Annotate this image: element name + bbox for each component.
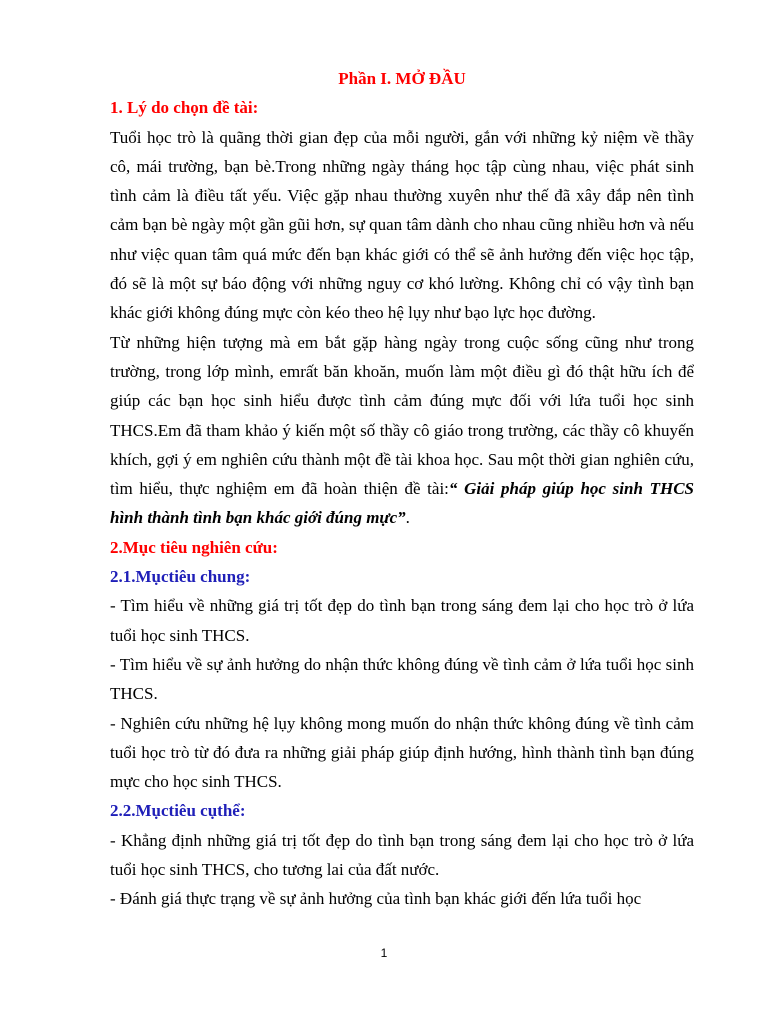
paragraph-2-end: . xyxy=(405,508,410,528)
page-title: Phần I. MỞ ĐẦU xyxy=(338,69,466,88)
subsection-2-2-heading: 2.2.Mụctiêu cụthể: xyxy=(110,801,246,821)
section-2-heading: 2.Mục tiêu nghiên cứu: xyxy=(110,537,278,557)
page-number: 1 xyxy=(380,946,388,960)
list-item: - Khẳng định những giá trị tốt đẹp do tình bạn trong sáng đem lại cho học trò ở lứa tuổi học sinh THCS, cho tương lai của đất nước. xyxy=(110,830,694,880)
topic-title: “ Giải pháp giúp học sinh THCS hình thành tình bạn khác giới đúng mực” xyxy=(110,479,694,528)
list-item: - Đánh giá thực trạng về sự ảnh hưởng của tình bạn khác giới đến lứa tuổi học xyxy=(110,889,642,909)
subsection-2-1-heading: 2.1.Mụctiêu chung: xyxy=(110,567,251,587)
list-item: - Nghiên cứu những hệ lụy không mong muốn do nhận thức không đúng về tình cảm tuổi học trò từ đó đưa ra những giải pháp giúp định hướng, hình thành tình bạn đúng mực cho học sinh THCS. xyxy=(110,713,694,792)
list-item: - Tìm hiểu về những giá trị tốt đẹp do tình bạn trong sáng đem lại cho học trò ở lứa tuổi học sinh THCS. xyxy=(110,596,694,645)
paragraph-2-text: Từ những hiện tượng mà em bắt gặp hàng ngày trong cuộc sống cũng như trong trường, trong lớp mình, emrất băn khoăn, muốn làm một điều gì đó thật hữu ích để giúp các bạn học sinh hiểu được tình cảm đúng mực đối với lứa tuổi học sinh THCS.Em đã tham khảo ý kiến một số thầy cô giáo trong trường, các thầy cô khuyến khích, gợi ý em nghiên cứu thành một đề tài khoa học. Sau một thời gian nghiên cứu, tìm hiểu, thực nghiệm em đã hoàn thiện đề tài: xyxy=(110,332,694,499)
section-1-paragraph-2 xyxy=(110,328,694,533)
document-body xyxy=(110,64,694,914)
section-1-paragraph-1: Tuổi học trò là quãng thời gian đẹp của mỗi người, gắn với những kỷ niệm về thầy cô, mái trường, bạn bè.Trong những ngày tháng học tập cùng nhau, việc phát sinh tình cảm là điều tất yếu. Việc gặp nhau thường xuyên như thế đã xây đắp nên tình cảm bạn bè ngày một gần gũi hơn, sự quan tâm dành cho nhau cũng nhiều hơn và nếu như việc quan tâm quá mức đến bạn khác giới có thể sẽ ảnh hưởng đến việc học tập, đó sẽ là một sự báo động với những nguy cơ khó lường. Không chỉ có vậy tình bạn khác giới không đúng mực còn kéo theo hệ lụy như bạo lực học đường. xyxy=(110,127,694,323)
list-item: - Tìm hiểu về sự ảnh hưởng do nhận thức không đúng về tình cảm ở lứa tuổi học sinh THCS. xyxy=(110,654,694,704)
section-1-heading: 1. Lý do chọn đề tài: xyxy=(110,98,259,118)
